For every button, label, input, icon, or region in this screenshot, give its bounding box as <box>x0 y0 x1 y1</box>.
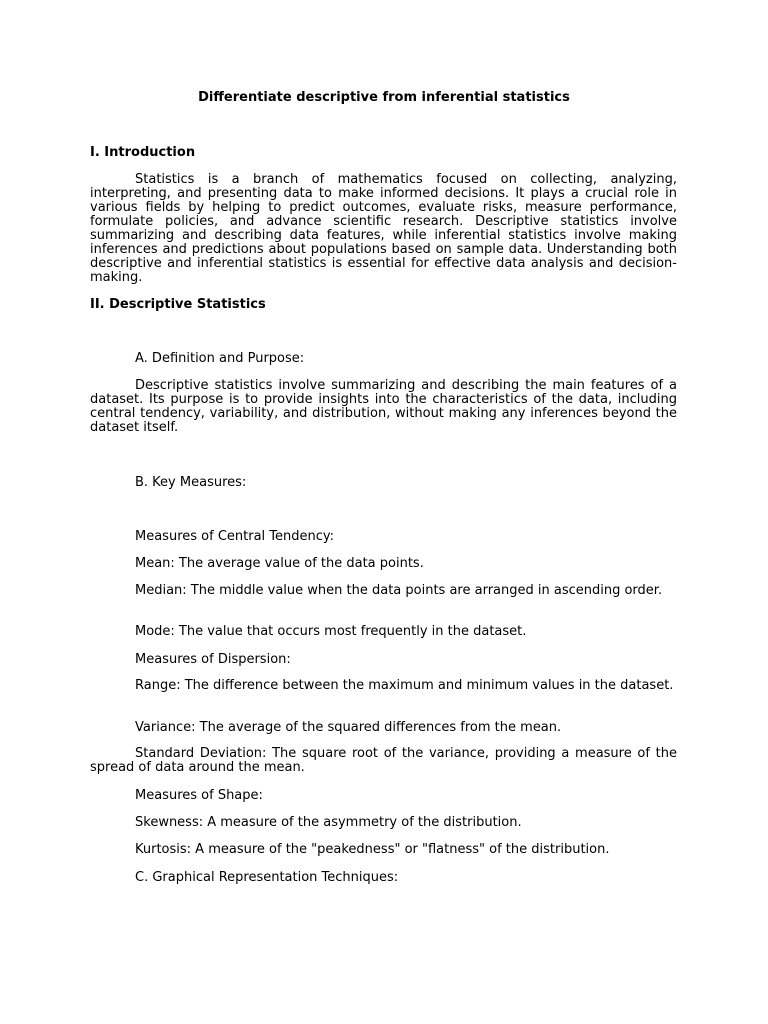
kurtosis-definition: Kurtosis: A measure of the "peakedness" or "flatness" of the distribution. <box>135 842 610 857</box>
range-definition: Range: The difference between the maximum and minimum values in the dataset. <box>135 678 674 693</box>
measures-shape-label: Measures of Shape: <box>135 788 263 803</box>
subheading-key-measures: B. Key Measures: <box>135 475 247 490</box>
standard-deviation-definition: Standard Deviation: The square root of the variance, providing a measure of the spread of data around the mean. <box>90 746 677 775</box>
introduction-paragraph: Statistics is a branch of mathematics focused on collecting, analyzing, interpreting, and presenting data to make informed decisions. It plays a crucial role in various fields by helping to predict outcomes, evaluate risks, measure performance, formulate policies, and advance scientific research. Descriptive statistics involve summarizing and describing data features, while inferential statistics involve making inferences and predictions about populations based on sample data. Understanding both descriptive and inferential statistics is essential for effective data analysis and decision-making. <box>90 172 677 285</box>
median-definition: Median: The middle value when the data points are arranged in ascending order. <box>135 583 663 598</box>
section-heading-introduction: I. Introduction <box>90 145 196 160</box>
subheading-graphical-representation: C. Graphical Representation Techniques: <box>135 870 399 885</box>
subheading-definition-and-purpose: A. Definition and Purpose: <box>135 351 305 366</box>
variance-definition: Variance: The average of the squared differences from the mean. <box>135 720 562 735</box>
section-heading-descriptive-statistics: II. Descriptive Statistics <box>90 297 266 312</box>
definition-paragraph: Descriptive statistics involve summarizing and describing the main features of a dataset. Its purpose is to provide insights into the characteristics of the data, including central tendency, variability, and distribution, without making any inferences beyond the dataset itself. <box>90 378 677 435</box>
measures-central-tendency-label: Measures of Central Tendency: <box>135 529 335 544</box>
measures-dispersion-label: Measures of Dispersion: <box>135 652 291 667</box>
document-title: Differentiate descriptive from inferential statistics <box>198 90 570 105</box>
skewness-definition: Skewness: A measure of the asymmetry of the distribution. <box>135 815 522 830</box>
mode-definition: Mode: The value that occurs most frequently in the dataset. <box>135 624 527 639</box>
mean-definition: Mean: The average value of the data points. <box>135 556 424 571</box>
